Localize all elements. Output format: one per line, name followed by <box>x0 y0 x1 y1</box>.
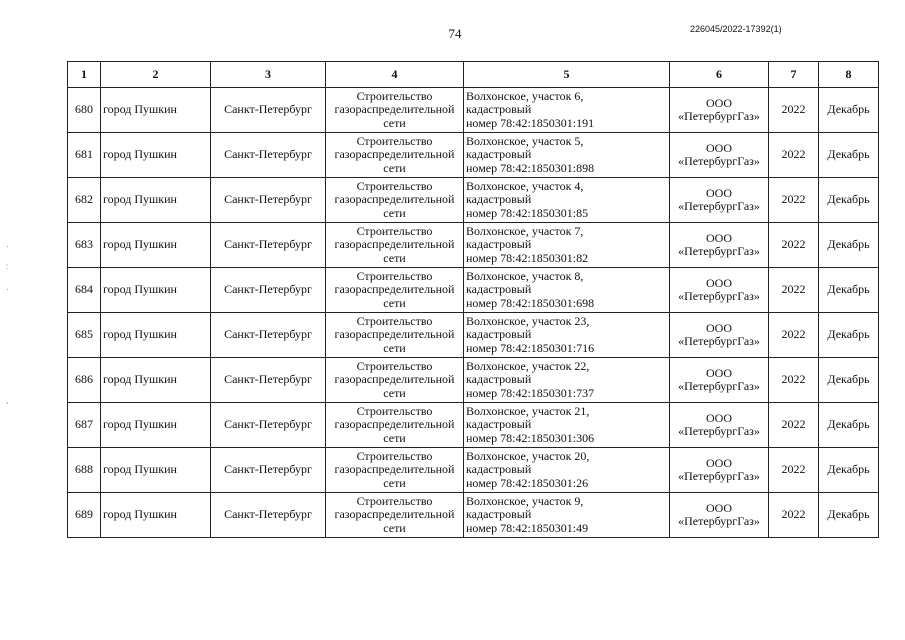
column-header: 1 <box>68 62 101 88</box>
purpose-line: сети <box>383 295 406 310</box>
row-number-cell: 681 <box>68 133 101 178</box>
organization-cell <box>670 178 769 223</box>
row-number-cell: 682 <box>68 178 101 223</box>
purpose-line: Строительство <box>356 133 433 148</box>
row-number-cell: 686 <box>68 358 101 403</box>
address-line: номер 78:42:1850301:49 <box>466 520 589 535</box>
purpose-line: газораспределительной <box>334 507 455 522</box>
city-cell: Санкт-Петербург <box>211 133 326 178</box>
organization-line: «ПетербургГаз» <box>678 469 760 483</box>
purpose-line: Строительство <box>356 268 433 283</box>
city-cell: Санкт-Петербург <box>211 178 326 223</box>
purpose-cell <box>326 448 464 493</box>
month-cell: Декабрь <box>819 448 879 493</box>
place-cell: город Пушкин <box>101 358 211 403</box>
address-line: номер 78:42:1850301:306 <box>466 430 595 445</box>
place-cell: город Пушкин <box>101 313 211 358</box>
address-cell <box>464 133 670 178</box>
city-cell: Санкт-Петербург <box>211 223 326 268</box>
table-row <box>68 223 879 268</box>
organization-line: ООО <box>706 365 732 380</box>
purpose-line: сети <box>383 520 406 535</box>
purpose-cell <box>326 133 464 178</box>
address-line: кадастровый <box>466 282 532 297</box>
organization-cell <box>670 403 769 448</box>
row-number-cell: 684 <box>68 268 101 313</box>
column-header: 2 <box>101 62 211 88</box>
month-cell: Декабрь <box>819 88 879 133</box>
year-cell: 2022 <box>769 88 819 133</box>
row-number-cell: 685 <box>68 313 101 358</box>
address-line: Волхонское, участок 8, <box>466 268 584 283</box>
year-cell: 2022 <box>769 133 819 178</box>
column-header: 4 <box>326 62 464 88</box>
address-line: кадастровый <box>466 237 532 252</box>
month-cell: Декабрь <box>819 223 879 268</box>
margin-mark: : <box>6 262 9 271</box>
organization-line: «ПетербургГаз» <box>678 334 760 348</box>
table-row <box>68 133 879 178</box>
organization-cell <box>670 313 769 358</box>
organization-line: ООО <box>706 320 732 335</box>
address-line: номер 78:42:1850301:26 <box>466 475 589 490</box>
row-number-cell: 683 <box>68 223 101 268</box>
city-cell: Санкт-Петербург <box>211 493 326 538</box>
purpose-line: газораспределительной <box>334 147 455 162</box>
address-cell <box>464 223 670 268</box>
year-cell: 2022 <box>769 313 819 358</box>
table-row <box>68 448 879 493</box>
city-cell: Санкт-Петербург <box>211 268 326 313</box>
purpose-line: Строительство <box>356 88 433 103</box>
purpose-cell <box>326 358 464 403</box>
year-cell: 2022 <box>769 178 819 223</box>
place-cell: город Пушкин <box>101 133 211 178</box>
purpose-cell <box>326 493 464 538</box>
year-cell: 2022 <box>769 358 819 403</box>
address-cell <box>464 88 670 133</box>
city-cell: Санкт-Петербург <box>211 358 326 403</box>
address-line: кадастровый <box>466 462 532 477</box>
organization-line: ООО <box>706 230 732 245</box>
document-code: 226045/2022-17392(1) <box>690 24 782 34</box>
organization-line: «ПетербургГаз» <box>678 154 760 168</box>
address-line: номер 78:42:1850301:898 <box>466 160 595 175</box>
address-cell <box>464 493 670 538</box>
address-line: номер 78:42:1850301:82 <box>466 250 589 265</box>
address-line: кадастровый <box>466 147 532 162</box>
organization-line: ООО <box>706 140 732 155</box>
address-line: кадастровый <box>466 417 532 432</box>
register-table <box>67 61 879 538</box>
organization-cell <box>670 358 769 403</box>
organization-line: «ПетербургГаз» <box>678 109 760 123</box>
table-row <box>68 178 879 223</box>
purpose-line: сети <box>383 385 406 400</box>
address-line: Волхонское, участок 20, <box>466 448 590 463</box>
city-cell: Санкт-Петербург <box>211 448 326 493</box>
table-row <box>68 313 879 358</box>
table-row <box>68 88 879 133</box>
purpose-line: сети <box>383 160 406 175</box>
purpose-line: газораспределительной <box>334 372 455 387</box>
column-header: 6 <box>670 62 769 88</box>
address-cell <box>464 358 670 403</box>
purpose-line: Строительство <box>356 358 433 373</box>
year-cell: 2022 <box>769 493 819 538</box>
table-row <box>68 358 879 403</box>
purpose-cell <box>326 268 464 313</box>
purpose-cell <box>326 403 464 448</box>
place-cell: город Пушкин <box>101 268 211 313</box>
organization-line: ООО <box>706 410 732 425</box>
address-cell <box>464 448 670 493</box>
purpose-line: газораспределительной <box>334 237 455 252</box>
city-cell: Санкт-Петербург <box>211 88 326 133</box>
address-line: кадастровый <box>466 507 532 522</box>
month-cell: Декабрь <box>819 403 879 448</box>
purpose-line: газораспределительной <box>334 327 455 342</box>
organization-line: «ПетербургГаз» <box>678 244 760 258</box>
purpose-line: Строительство <box>356 403 433 418</box>
purpose-line: сети <box>383 430 406 445</box>
purpose-line: сети <box>383 340 406 355</box>
organization-line: ООО <box>706 455 732 470</box>
address-cell <box>464 313 670 358</box>
purpose-line: газораспределительной <box>334 282 455 297</box>
table-row <box>68 403 879 448</box>
row-number-cell: 688 <box>68 448 101 493</box>
address-line: Волхонское, участок 5, <box>466 133 584 148</box>
purpose-line: газораспределительной <box>334 462 455 477</box>
place-cell: город Пушкин <box>101 178 211 223</box>
purpose-line: Строительство <box>356 493 433 508</box>
row-number-cell: 689 <box>68 493 101 538</box>
purpose-line: газораспределительной <box>334 417 455 432</box>
page-number: 74 <box>448 26 462 41</box>
address-line: Волхонское, участок 6, <box>466 88 584 103</box>
purpose-line: Строительство <box>356 223 433 238</box>
address-line: кадастровый <box>466 372 532 387</box>
address-line: номер 78:42:1850301:191 <box>466 115 595 130</box>
address-line: Волхонское, участок 9, <box>466 493 584 508</box>
organization-line: «ПетербургГаз» <box>678 514 760 528</box>
table-row <box>68 493 879 538</box>
city-cell: Санкт-Петербург <box>211 313 326 358</box>
purpose-line: газораспределительной <box>334 192 455 207</box>
address-cell <box>464 268 670 313</box>
address-line: номер 78:42:1850301:737 <box>466 385 595 400</box>
purpose-line: газораспределительной <box>334 102 455 117</box>
month-cell: Декабрь <box>819 268 879 313</box>
address-line: Волхонское, участок 21, <box>466 403 590 418</box>
place-cell: город Пушкин <box>101 493 211 538</box>
organization-cell <box>670 268 769 313</box>
organization-cell <box>670 223 769 268</box>
year-cell: 2022 <box>769 268 819 313</box>
purpose-cell <box>326 223 464 268</box>
row-number-cell: 680 <box>68 88 101 133</box>
year-cell: 2022 <box>769 403 819 448</box>
place-cell: город Пушкин <box>101 223 211 268</box>
address-line: номер 78:42:1850301:716 <box>466 340 595 355</box>
month-cell: Декабрь <box>819 493 879 538</box>
purpose-line: Строительство <box>356 178 433 193</box>
month-cell: Декабрь <box>819 313 879 358</box>
column-header: 5 <box>464 62 670 88</box>
address-line: номер 78:42:1850301:698 <box>466 295 595 310</box>
place-cell: город Пушкин <box>101 88 211 133</box>
organization-line: «ПетербургГаз» <box>678 199 760 213</box>
margin-mark: , <box>6 396 9 405</box>
purpose-line: сети <box>383 250 406 265</box>
purpose-line: Строительство <box>356 313 433 328</box>
month-cell: Декабрь <box>819 178 879 223</box>
organization-line: ООО <box>706 185 732 200</box>
organization-cell <box>670 133 769 178</box>
address-line: Волхонское, участок 4, <box>466 178 584 193</box>
organization-cell <box>670 448 769 493</box>
organization-line: ООО <box>706 275 732 290</box>
margin-mark: · <box>6 285 9 294</box>
organization-line: «ПетербургГаз» <box>678 379 760 393</box>
address-line: Волхонское, участок 22, <box>466 358 590 373</box>
header-row <box>68 62 879 88</box>
column-header: 3 <box>211 62 326 88</box>
year-cell: 2022 <box>769 448 819 493</box>
margin-mark: · <box>6 242 9 251</box>
organization-cell <box>670 88 769 133</box>
address-line: кадастровый <box>466 102 532 117</box>
organization-line: «ПетербургГаз» <box>678 289 760 303</box>
address-line: кадастровый <box>466 327 532 342</box>
organization-line: «ПетербургГаз» <box>678 424 760 438</box>
month-cell: Декабрь <box>819 133 879 178</box>
organization-line: ООО <box>706 95 732 110</box>
address-cell <box>464 403 670 448</box>
row-number-cell: 687 <box>68 403 101 448</box>
purpose-line: сети <box>383 475 406 490</box>
column-header: 7 <box>769 62 819 88</box>
purpose-cell <box>326 88 464 133</box>
organization-cell <box>670 493 769 538</box>
purpose-line: сети <box>383 205 406 220</box>
purpose-cell <box>326 178 464 223</box>
column-header: 8 <box>819 62 879 88</box>
organization-line: ООО <box>706 500 732 515</box>
table-row <box>68 268 879 313</box>
place-cell: город Пушкин <box>101 403 211 448</box>
address-line: номер 78:42:1850301:85 <box>466 205 589 220</box>
place-cell: город Пушкин <box>101 448 211 493</box>
purpose-line: Строительство <box>356 448 433 463</box>
city-cell: Санкт-Петербург <box>211 403 326 448</box>
year-cell: 2022 <box>769 223 819 268</box>
purpose-line: сети <box>383 115 406 130</box>
address-line: Волхонское, участок 23, <box>466 313 590 328</box>
purpose-cell <box>326 313 464 358</box>
address-line: кадастровый <box>466 192 532 207</box>
address-line: Волхонское, участок 7, <box>466 223 584 238</box>
address-cell <box>464 178 670 223</box>
month-cell: Декабрь <box>819 358 879 403</box>
